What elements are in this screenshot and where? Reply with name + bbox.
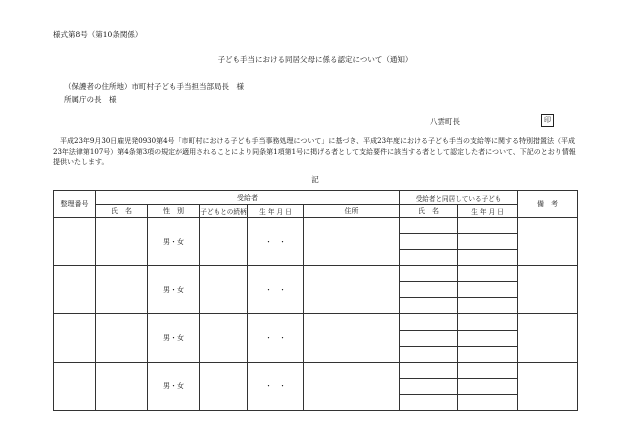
recipient-line-1: （保護者の住所地）市町村子ども手当担当部局長 様 bbox=[64, 82, 244, 91]
cell-child-birthdate bbox=[458, 282, 518, 298]
header-biko: 備 考 bbox=[518, 191, 578, 218]
cell-child-birthdate bbox=[458, 378, 518, 394]
cell-sex: 男・女 bbox=[148, 218, 200, 266]
subheader-address: 住所 bbox=[304, 205, 400, 218]
cell-child-name bbox=[400, 394, 458, 410]
subheader-name: 氏 名 bbox=[96, 205, 148, 218]
cell-relation bbox=[200, 362, 248, 410]
subheader-birthdate: 生 年 月 日 bbox=[248, 205, 304, 218]
cell-sex: 男・女 bbox=[148, 362, 200, 410]
cell-child-name bbox=[400, 314, 458, 330]
cell-birthdate: ・ ・ bbox=[248, 314, 304, 362]
cell-child-name bbox=[400, 234, 458, 250]
cell-sex: 男・女 bbox=[148, 266, 200, 314]
cell-address bbox=[304, 314, 400, 362]
ki-heading: 記 bbox=[311, 175, 319, 184]
cell-relation bbox=[200, 218, 248, 266]
cell-child-name bbox=[400, 266, 458, 282]
subheader-sex: 性 別 bbox=[148, 205, 200, 218]
cell-birthdate: ・ ・ bbox=[248, 266, 304, 314]
cell-child-birthdate bbox=[458, 266, 518, 282]
cell-name bbox=[96, 266, 148, 314]
table-row bbox=[54, 266, 578, 282]
table-row bbox=[54, 314, 578, 330]
cell-child-birthdate bbox=[458, 234, 518, 250]
header-kodomo: 受給者と同居している子ども bbox=[400, 191, 518, 205]
cell-child-name bbox=[400, 362, 458, 378]
cell-address bbox=[304, 362, 400, 410]
cell-child-birthdate bbox=[458, 362, 518, 378]
cell-relation bbox=[200, 314, 248, 362]
cell-biko bbox=[518, 314, 578, 362]
cell-birthdate: ・ ・ bbox=[248, 362, 304, 410]
subheader-child-name: 氏 名 bbox=[400, 205, 458, 218]
cell-child-name bbox=[400, 330, 458, 346]
recipient-line-2: 所属庁の長 様 bbox=[64, 95, 117, 104]
cell-child-birthdate bbox=[458, 298, 518, 314]
cell-seiri-bango bbox=[54, 362, 96, 410]
cell-seiri-bango bbox=[54, 266, 96, 314]
cell-name bbox=[96, 362, 148, 410]
table-row bbox=[54, 218, 578, 234]
cell-biko bbox=[518, 218, 578, 266]
cell-relation bbox=[200, 266, 248, 314]
notice-table bbox=[53, 190, 578, 411]
cell-child-birthdate bbox=[458, 314, 518, 330]
cell-birthdate: ・ ・ bbox=[248, 218, 304, 266]
cell-child-birthdate bbox=[458, 346, 518, 362]
header-jukyusha: 受給者 bbox=[96, 191, 400, 205]
subheader-child-birthdate: 生 年 月 日 bbox=[458, 205, 518, 218]
cell-child-name bbox=[400, 346, 458, 362]
cell-address bbox=[304, 218, 400, 266]
cell-child-name bbox=[400, 218, 458, 234]
subheader-relation: 子どもとの続柄 bbox=[200, 205, 248, 218]
cell-sex: 男・女 bbox=[148, 314, 200, 362]
cell-child-name bbox=[400, 298, 458, 314]
cell-biko bbox=[518, 362, 578, 410]
cell-seiri-bango bbox=[54, 314, 96, 362]
cell-child-birthdate bbox=[458, 218, 518, 234]
cell-child-birthdate bbox=[458, 330, 518, 346]
cell-name bbox=[96, 314, 148, 362]
sender-name: 八雲町長 bbox=[430, 117, 460, 126]
cell-child-birthdate bbox=[458, 394, 518, 410]
cell-child-name bbox=[400, 282, 458, 298]
document-title: 子ども手当における同居父母に係る認定について（通知） bbox=[217, 55, 413, 64]
table-row bbox=[54, 362, 578, 378]
cell-seiri-bango bbox=[54, 218, 96, 266]
seal-mark: 印 bbox=[541, 114, 554, 127]
body-paragraph: 平成23年9月30日雇児発0930第4号「市町村における子ども手当事務処理について」に基づき、平成23年度における子ども手当の支給等に関する特別措置法（平成23年法律第107号）第4条第3項の規定が適用されることにより同条第1項第1号に掲げる者として支給要件に該当する者として認定した者について、下記のとおり情報提供いたします。 bbox=[53, 137, 576, 166]
form-number: 様式第8号（第10条関係） bbox=[53, 30, 143, 39]
cell-child-name bbox=[400, 378, 458, 394]
cell-address bbox=[304, 266, 400, 314]
cell-name bbox=[96, 218, 148, 266]
cell-child-name bbox=[400, 250, 458, 266]
cell-biko bbox=[518, 266, 578, 314]
header-seiri-bango: 整理番号 bbox=[54, 191, 96, 218]
cell-child-birthdate bbox=[458, 250, 518, 266]
